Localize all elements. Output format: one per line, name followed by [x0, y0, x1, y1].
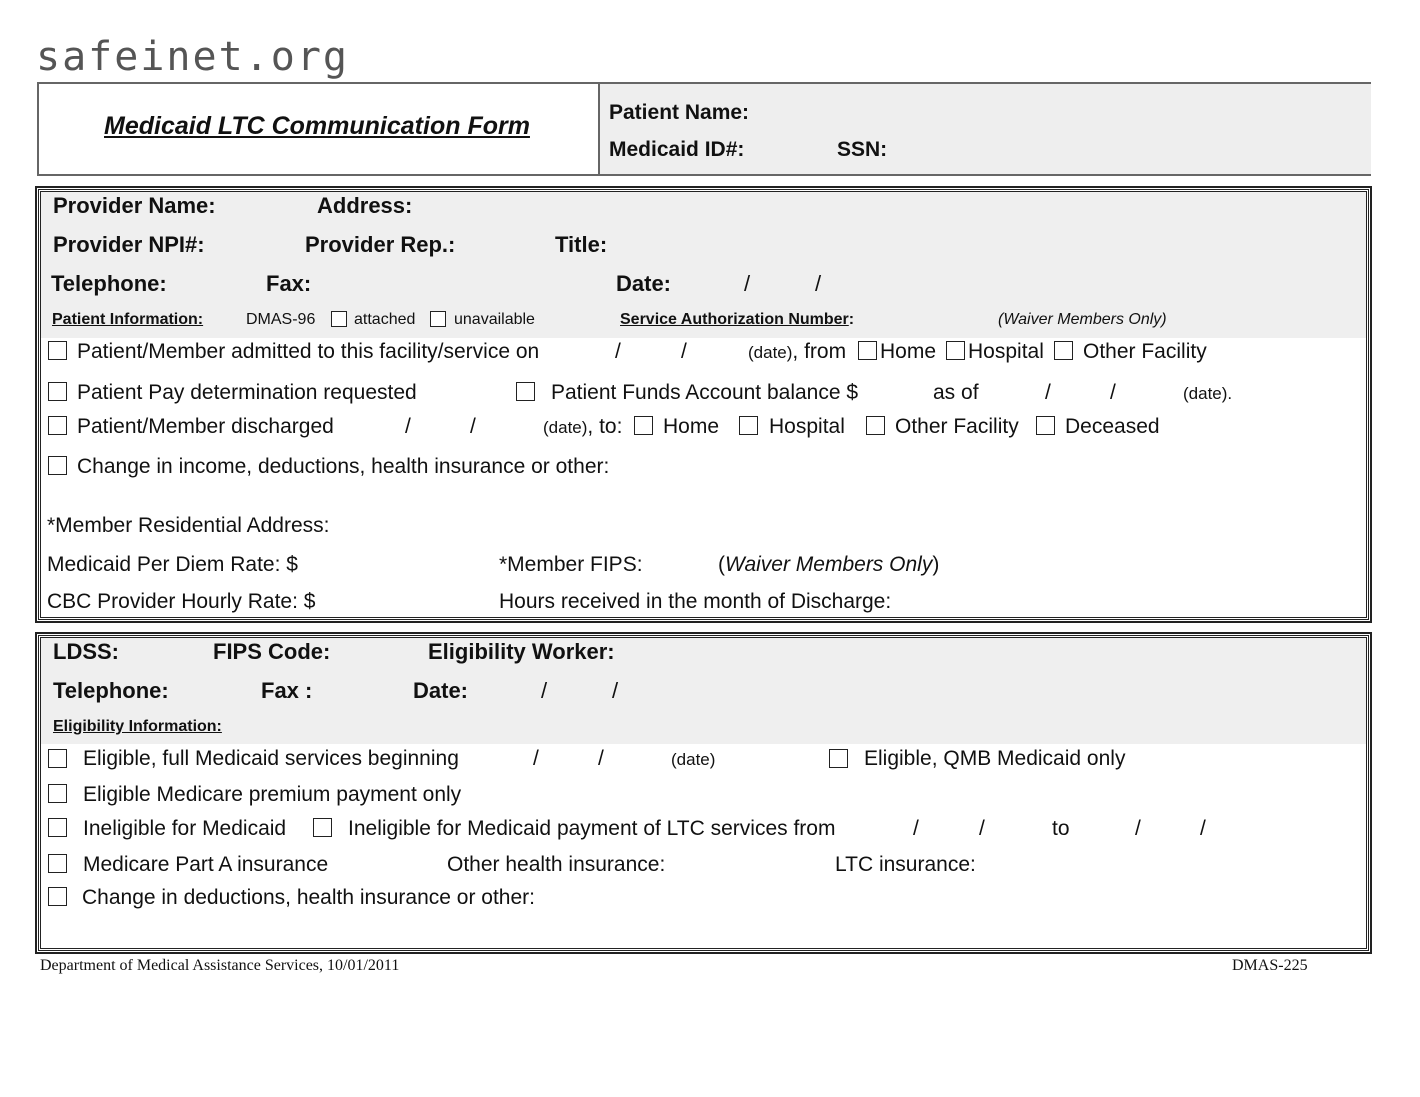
deceased-checkbox[interactable] [1036, 416, 1055, 435]
footer-form-number: DMAS-225 [1232, 957, 1308, 974]
ldss-date-label: Date: [413, 678, 469, 703]
discharged-checkbox[interactable] [48, 416, 67, 435]
eligibility-worker-label: Eligibility Worker: [428, 639, 615, 664]
date-slash: / [533, 747, 539, 770]
date-slash: / [541, 678, 548, 703]
date-note: (date). [1183, 384, 1233, 403]
dmas96-attached-checkbox[interactable] [331, 311, 347, 327]
ldss-label: LDSS: [53, 639, 119, 664]
date-slash: / [815, 271, 822, 296]
dmas96-label: DMAS-96 [246, 311, 316, 328]
to-other-facility-checkbox[interactable] [866, 416, 885, 435]
date-slash: / [1135, 817, 1141, 840]
to-home-checkbox[interactable] [634, 416, 653, 435]
ldss-fax-label: Fax : [261, 678, 313, 703]
waiver-members-only: (Waiver Members Only) [718, 553, 940, 576]
ltc-insurance-label: LTC insurance: [835, 853, 976, 876]
to-hospital-label: Hospital [769, 415, 845, 438]
change-deductions-label: Change in deductions, health insurance or other: [82, 886, 535, 909]
other-health-label: Other health insurance: [447, 853, 666, 876]
change-deductions-checkbox[interactable] [48, 887, 67, 906]
patient-pay-checkbox[interactable] [48, 382, 67, 401]
per-diem-label: Medicaid Per Diem Rate: $ [47, 553, 298, 576]
ineligible-ltc-label: Ineligible for Medicaid payment of LTC services from [348, 817, 836, 840]
part-a-label: Medicare Part A insurance [83, 853, 329, 876]
cbc-rate-label: CBC Provider Hourly Rate: $ [47, 590, 316, 613]
to-other-facility-label: Other Facility [895, 415, 1019, 438]
from-home-checkbox[interactable] [858, 341, 877, 360]
provider-npi-label: Provider NPI#: [53, 232, 205, 257]
dmas96-unavailable-checkbox[interactable] [430, 311, 446, 327]
provider-name-label: Provider Name: [53, 193, 216, 218]
unavailable-label: unavailable [454, 311, 535, 328]
date-slash: / [598, 747, 604, 770]
from-other-facility-label: Other Facility [1083, 340, 1207, 363]
date-slash: / [615, 340, 621, 363]
discharged-date-note: (date), to: [543, 415, 623, 438]
qmb-only-label: Eligible, QMB Medicaid only [864, 747, 1126, 770]
funds-balance-label: Patient Funds Account balance $ [551, 381, 859, 404]
ineligible-ltc-checkbox[interactable] [313, 818, 332, 837]
medicaid-id-label: Medicaid ID#: [609, 138, 745, 161]
date-slash: / [913, 817, 919, 840]
waiver-note: (Waiver Members Only) [998, 311, 1167, 328]
eligibility-information-heading: Eligibility Information: [53, 718, 222, 735]
as-of-label: as of [933, 381, 979, 404]
attached-label: attached [354, 311, 416, 328]
patient-information-heading: Patient Information: [52, 311, 204, 328]
hours-received-label: Hours received in the month of Discharge: [499, 590, 892, 613]
ineligible-label: Ineligible for Medicaid [83, 817, 287, 840]
residential-address-label: *Member Residential Address: [47, 514, 330, 537]
to-hospital-checkbox[interactable] [739, 416, 758, 435]
address-label: Address: [317, 193, 413, 218]
from-other-facility-checkbox[interactable] [1054, 341, 1073, 360]
title-label: Title: [555, 232, 608, 257]
premium-only-label: Eligible Medicare premium payment only [83, 783, 462, 806]
admitted-label: Patient/Member admitted to this facility/service on [77, 340, 540, 363]
to-label: to [1052, 817, 1070, 840]
provider-rep-label: Provider Rep.: [305, 232, 456, 257]
patient-pay-label: Patient Pay determination requested [77, 381, 417, 404]
watermark-text: safeinet.org [36, 34, 349, 80]
part-a-checkbox[interactable] [48, 854, 67, 873]
ineligible-checkbox[interactable] [48, 818, 67, 837]
date-slash: / [744, 271, 751, 296]
admitted-date-note: (date), from [748, 340, 847, 363]
full-medicaid-label: Eligible, full Medicaid services beginning [83, 747, 459, 770]
date-note: (date) [671, 750, 716, 769]
funds-balance-checkbox[interactable] [516, 382, 535, 401]
from-hospital-checkbox[interactable] [946, 341, 965, 360]
full-medicaid-checkbox[interactable] [48, 749, 67, 768]
form-title: Medicaid LTC Communication Form [104, 112, 530, 140]
fips-code-label: FIPS Code: [213, 639, 331, 664]
to-home-label: Home [663, 415, 720, 438]
from-hospital-label: Hospital [968, 340, 1044, 363]
date-slash: / [979, 817, 985, 840]
patient-name-label: Patient Name: [609, 101, 750, 124]
date-slash: / [612, 678, 619, 703]
date-slash: / [470, 415, 476, 438]
ssn-label: SSN: [837, 138, 888, 161]
telephone-label: Telephone: [51, 271, 167, 296]
ldss-telephone-label: Telephone: [53, 678, 169, 703]
fax-label: Fax: [266, 271, 312, 296]
change-income-checkbox[interactable] [48, 456, 67, 475]
footer-department: Department of Medical Assistance Services, 10/01/2011 [40, 957, 400, 974]
date-slash: / [1200, 817, 1206, 840]
date-label: Date: [616, 271, 672, 296]
deceased-label: Deceased [1065, 415, 1160, 438]
member-fips-label: *Member FIPS: [499, 553, 643, 576]
premium-only-checkbox[interactable] [48, 784, 67, 803]
change-income-label: Change in income, deductions, health insurance or other: [77, 455, 610, 478]
sa-number-label: Service Authorization Number: [620, 311, 855, 328]
admitted-checkbox[interactable] [48, 341, 67, 360]
date-slash: / [1110, 381, 1116, 404]
date-slash: / [681, 340, 687, 363]
from-home-label: Home [880, 340, 937, 363]
qmb-only-checkbox[interactable] [829, 749, 848, 768]
date-slash: / [405, 415, 411, 438]
discharged-label: Patient/Member discharged [77, 415, 334, 438]
date-slash: / [1045, 381, 1051, 404]
